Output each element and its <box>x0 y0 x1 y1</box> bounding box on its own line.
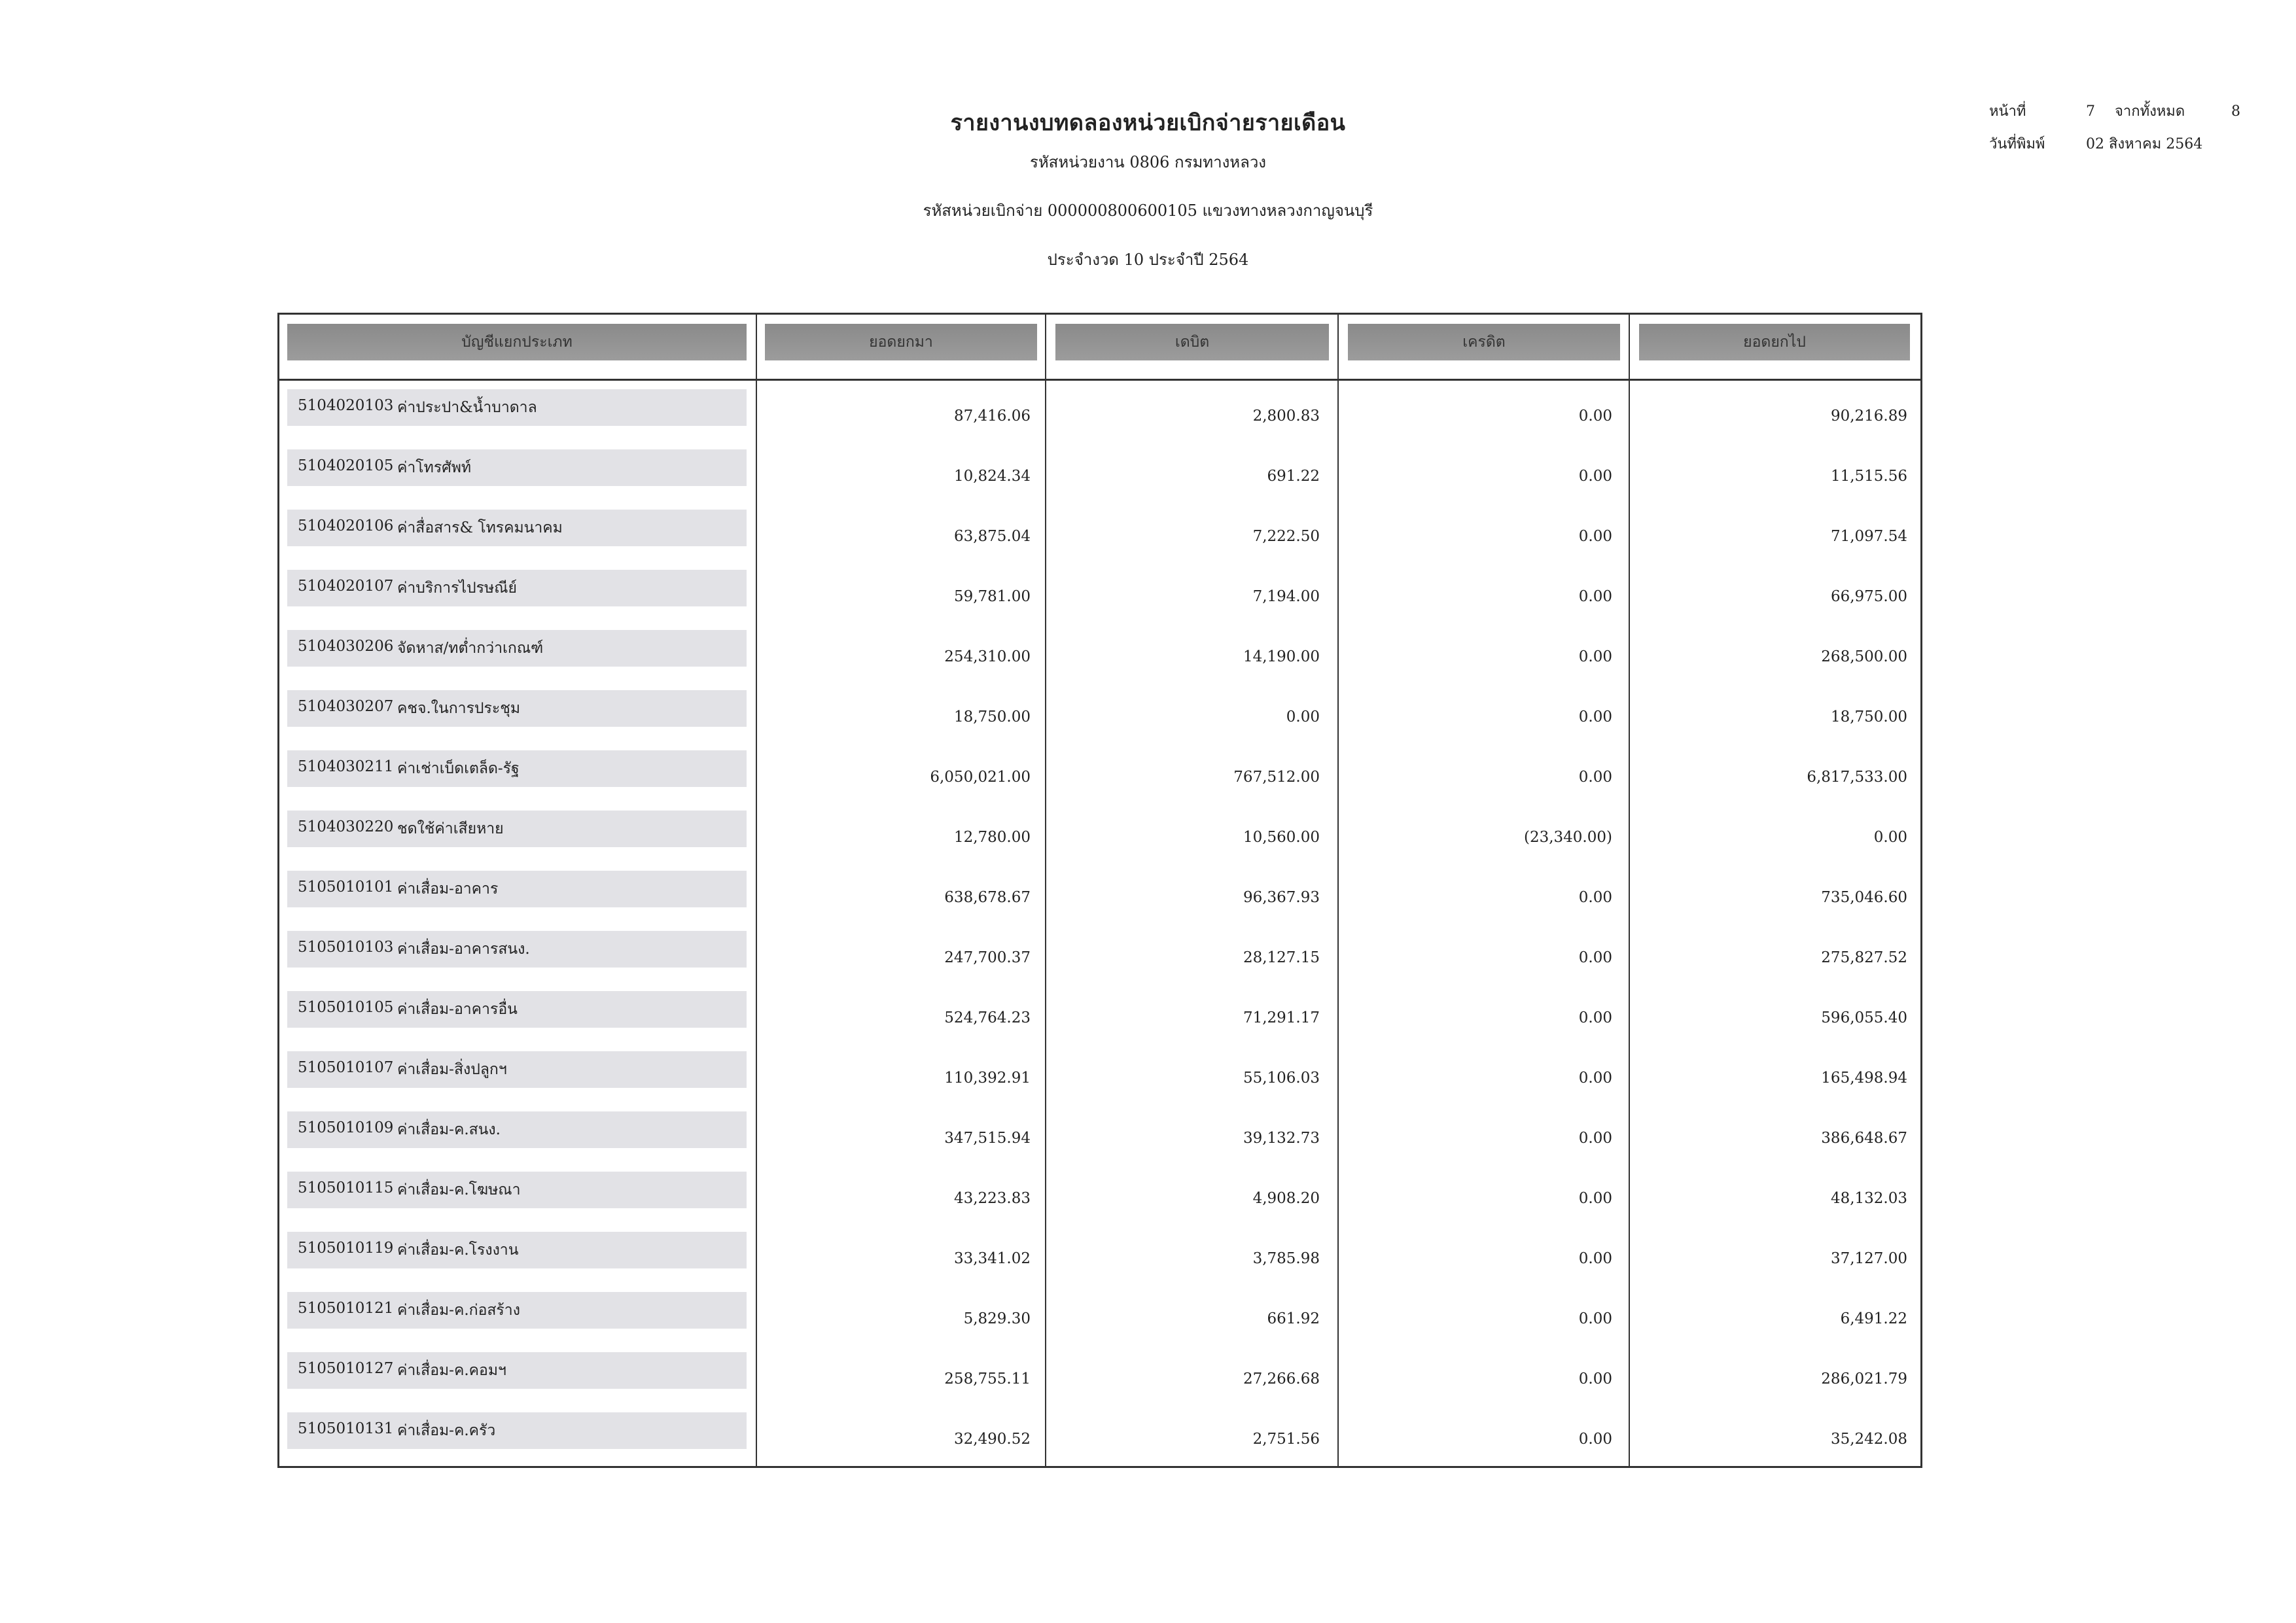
account-code: 5104030206 <box>298 638 394 655</box>
carried-forward-value: 0.00 <box>1873 829 1907 846</box>
account-cell <box>287 811 747 847</box>
carried-forward-value: 165,498.94 <box>1821 1070 1907 1087</box>
credit-value: 0.00 <box>1578 1190 1612 1207</box>
account-name: ค่าโทรศัพท์ <box>397 459 472 476</box>
debit-value: 2,800.83 <box>1252 408 1320 425</box>
header-carried-forward: ยอดยกไป <box>1639 324 1910 360</box>
credit-value: 0.00 <box>1578 769 1612 786</box>
brought-forward-value: 59,781.00 <box>953 588 1031 605</box>
debit-value: 767,512.00 <box>1233 769 1320 786</box>
credit-value: 0.00 <box>1578 408 1612 425</box>
total-pages: 8 <box>2231 103 2240 120</box>
carried-forward-value: 596,055.40 <box>1821 1009 1907 1026</box>
brought-forward-value: 6,050,021.00 <box>930 769 1031 786</box>
trial-balance-table <box>277 313 1922 1468</box>
account-code: 5105010115 <box>298 1179 394 1196</box>
account-name: ค่าเสื่อม-ค.สนง. <box>397 1121 501 1138</box>
debit-value: 2,751.56 <box>1252 1431 1320 1448</box>
account-cell <box>287 1051 747 1088</box>
account-code: 5104020103 <box>298 397 394 414</box>
brought-forward-value: 638,678.67 <box>944 889 1031 906</box>
carried-forward-value: 66,975.00 <box>1830 588 1907 605</box>
page-number: 7 <box>2086 103 2095 120</box>
account-code: 5105010121 <box>298 1300 394 1317</box>
period-line: ประจำงวด 10 ประจำปี 2564 <box>1047 251 1249 269</box>
total-pages-label: จากทั้งหมด <box>2115 103 2185 120</box>
credit-value: 0.00 <box>1578 949 1612 966</box>
brought-forward-value: 43,223.83 <box>953 1190 1031 1207</box>
account-name: ค่าเสื่อม-อาคารอื่น <box>397 1001 518 1018</box>
account-name: ค่าเสื่อม-ค.คอมฯ <box>397 1362 506 1379</box>
print-date-indicator <box>1989 132 2202 155</box>
account-name: ค่าสื่อสาร& โทรคมนาคม <box>397 519 563 536</box>
account-name: ค่าเสื่อม-อาคารสนง. <box>397 941 530 958</box>
table-row <box>279 1111 1920 1172</box>
account-code: 5105010103 <box>298 939 394 956</box>
account-code: 5104020107 <box>298 578 394 595</box>
credit-value: 0.00 <box>1578 528 1612 545</box>
brought-forward-value: 347,515.94 <box>944 1130 1031 1147</box>
account-code: 5104030211 <box>298 758 394 775</box>
credit-value: 0.00 <box>1578 1431 1612 1448</box>
account-cell <box>287 750 747 787</box>
account-cell <box>287 1352 747 1389</box>
table-row <box>279 1051 1920 1111</box>
account-code: 5104030207 <box>298 698 394 715</box>
account-name: ค่าเช่าเบ็ดเตล็ด-รัฐ <box>397 760 520 777</box>
account-name: ค่าเสื่อม-ค.ครัว <box>397 1422 496 1439</box>
debit-value: 7,194.00 <box>1252 588 1320 605</box>
table-row <box>279 1352 1920 1412</box>
account-code: 5105010119 <box>298 1240 394 1257</box>
table-row <box>279 510 1920 570</box>
debit-value: 27,266.68 <box>1243 1370 1320 1387</box>
carried-forward-value: 6,491.22 <box>1840 1310 1907 1327</box>
print-date-label: วันที่พิมพ์ <box>1989 136 2045 152</box>
debit-value: 10,560.00 <box>1243 829 1320 846</box>
debit-value: 55,106.03 <box>1243 1070 1320 1087</box>
debit-value: 4,908.20 <box>1252 1190 1320 1207</box>
brought-forward-value: 247,700.37 <box>944 949 1031 966</box>
account-name: ค่าประปา&น้ำบาดาล <box>397 399 537 416</box>
table-row <box>279 871 1920 931</box>
print-date: 02 สิงหาคม 2564 <box>2086 136 2203 152</box>
account-code: 5104030220 <box>298 818 394 835</box>
account-name: จัดหาส/ทต่ำกว่าเกณฑ์ <box>397 640 544 657</box>
header-brought-forward: ยอดยกมา <box>765 324 1037 360</box>
credit-value: 0.00 <box>1578 468 1612 485</box>
table-row <box>279 811 1920 871</box>
brought-forward-value: 258,755.11 <box>944 1370 1031 1387</box>
header-ledger-account: บัญชีแยกประเภท <box>287 324 747 360</box>
disbursement-unit-line: รหัสหน่วยเบิกจ่าย 000000800600105 แขวงทางหลวงกาญจนบุรี <box>923 201 1373 220</box>
header-credit: เครดิต <box>1348 324 1620 360</box>
credit-value: 0.00 <box>1578 1250 1612 1267</box>
carried-forward-value: 35,242.08 <box>1830 1431 1907 1448</box>
account-name: ค่าบริการไปรษณีย์ <box>397 580 517 597</box>
carried-forward-value: 48,132.03 <box>1830 1190 1907 1207</box>
brought-forward-value: 254,310.00 <box>944 648 1031 665</box>
page-label: หน้าที่ <box>1989 103 2026 120</box>
credit-value: 0.00 <box>1578 648 1612 665</box>
report-title: รายงานงบทดลองหน่วยเบิกจ่ายรายเดือน <box>950 110 1346 136</box>
brought-forward-value: 33,341.02 <box>953 1250 1031 1267</box>
account-code: 5105010105 <box>298 999 394 1016</box>
account-cell <box>287 991 747 1028</box>
debit-value: 661.92 <box>1267 1310 1320 1327</box>
carried-forward-value: 286,021.79 <box>1821 1370 1907 1387</box>
account-cell <box>287 449 747 486</box>
brought-forward-value: 524,764.23 <box>944 1009 1031 1026</box>
credit-value: 0.00 <box>1578 588 1612 605</box>
table-row <box>279 630 1920 690</box>
carried-forward-value: 268,500.00 <box>1821 648 1907 665</box>
debit-value: 39,132.73 <box>1243 1130 1320 1147</box>
account-cell <box>287 1111 747 1148</box>
brought-forward-value: 110,392.91 <box>944 1070 1031 1087</box>
table-row <box>279 931 1920 991</box>
carried-forward-value: 11,515.56 <box>1830 468 1907 485</box>
account-cell <box>287 1412 747 1449</box>
credit-value: 0.00 <box>1578 1070 1612 1087</box>
account-cell <box>287 389 747 426</box>
header-separator <box>279 379 1920 381</box>
debit-value: 7,222.50 <box>1252 528 1320 545</box>
account-code: 5104020106 <box>298 517 394 534</box>
carried-forward-value: 37,127.00 <box>1830 1250 1907 1267</box>
debit-value: 28,127.15 <box>1243 949 1320 966</box>
account-name: ค่าเสื่อม-อาคาร <box>397 881 499 898</box>
account-code: 5104020105 <box>298 457 394 474</box>
brought-forward-value: 10,824.34 <box>953 468 1031 485</box>
table-row <box>279 1292 1920 1352</box>
credit-value: 0.00 <box>1578 708 1612 725</box>
account-cell <box>287 630 747 667</box>
account-cell <box>287 1232 747 1268</box>
account-code: 5105010107 <box>298 1059 394 1076</box>
account-name: ค่าเสื่อม-ค.โฆษณา <box>397 1181 521 1198</box>
brought-forward-value: 18,750.00 <box>953 708 1031 725</box>
carried-forward-value: 6,817,533.00 <box>1807 769 1907 786</box>
credit-value: 0.00 <box>1578 1130 1612 1147</box>
account-name: ชดใช้ค่าเสียหาย <box>397 820 504 837</box>
page-indicator <box>1989 99 2240 122</box>
carried-forward-value: 90,216.89 <box>1830 408 1907 425</box>
account-cell <box>287 510 747 546</box>
carried-forward-value: 71,097.54 <box>1830 528 1907 545</box>
account-cell <box>287 690 747 727</box>
brought-forward-value: 5,829.30 <box>963 1310 1031 1327</box>
header-debit: เดบิต <box>1055 324 1329 360</box>
account-cell <box>287 1292 747 1329</box>
credit-value: 0.00 <box>1578 889 1612 906</box>
debit-value: 96,367.93 <box>1243 889 1320 906</box>
account-code: 5105010127 <box>298 1360 394 1377</box>
account-cell <box>287 570 747 606</box>
table-row <box>279 1172 1920 1232</box>
debit-value: 3,785.98 <box>1252 1250 1320 1267</box>
account-cell <box>287 1172 747 1208</box>
brought-forward-value: 87,416.06 <box>953 408 1031 425</box>
account-cell <box>287 931 747 968</box>
brought-forward-value: 32,490.52 <box>953 1431 1031 1448</box>
account-name: คชจ.ในการประชุม <box>397 700 521 717</box>
debit-value: 14,190.00 <box>1243 648 1320 665</box>
credit-value: (23,340.00) <box>1523 829 1612 846</box>
debit-value: 71,291.17 <box>1243 1009 1320 1026</box>
table-row <box>279 1232 1920 1292</box>
account-code: 5105010109 <box>298 1119 394 1136</box>
account-code: 5105010101 <box>298 879 394 896</box>
carried-forward-value: 386,648.67 <box>1821 1130 1907 1147</box>
agency-line: รหัสหน่วยงาน 0806 กรมทางหลวง <box>1029 153 1267 171</box>
brought-forward-value: 63,875.04 <box>953 528 1031 545</box>
carried-forward-value: 735,046.60 <box>1821 889 1907 906</box>
account-cell <box>287 871 747 907</box>
table-row <box>279 449 1920 510</box>
table-row <box>279 389 1920 449</box>
debit-value: 691.22 <box>1267 468 1320 485</box>
table-row <box>279 690 1920 750</box>
carried-forward-value: 275,827.52 <box>1821 949 1907 966</box>
table-row <box>279 991 1920 1051</box>
credit-value: 0.00 <box>1578 1310 1612 1327</box>
debit-value: 0.00 <box>1286 708 1320 725</box>
carried-forward-value: 18,750.00 <box>1830 708 1907 725</box>
account-name: ค่าเสื่อม-ค.โรงงาน <box>397 1242 519 1259</box>
account-name: ค่าเสื่อม-ค.ก่อสร้าง <box>397 1302 520 1319</box>
table-row <box>279 570 1920 630</box>
account-code: 5105010131 <box>298 1420 394 1437</box>
brought-forward-value: 12,780.00 <box>953 829 1031 846</box>
account-name: ค่าเสื่อม-สิ่งปลูกฯ <box>397 1061 507 1078</box>
table-row <box>279 750 1920 811</box>
credit-value: 0.00 <box>1578 1009 1612 1026</box>
table-row <box>279 1412 1920 1473</box>
credit-value: 0.00 <box>1578 1370 1612 1387</box>
